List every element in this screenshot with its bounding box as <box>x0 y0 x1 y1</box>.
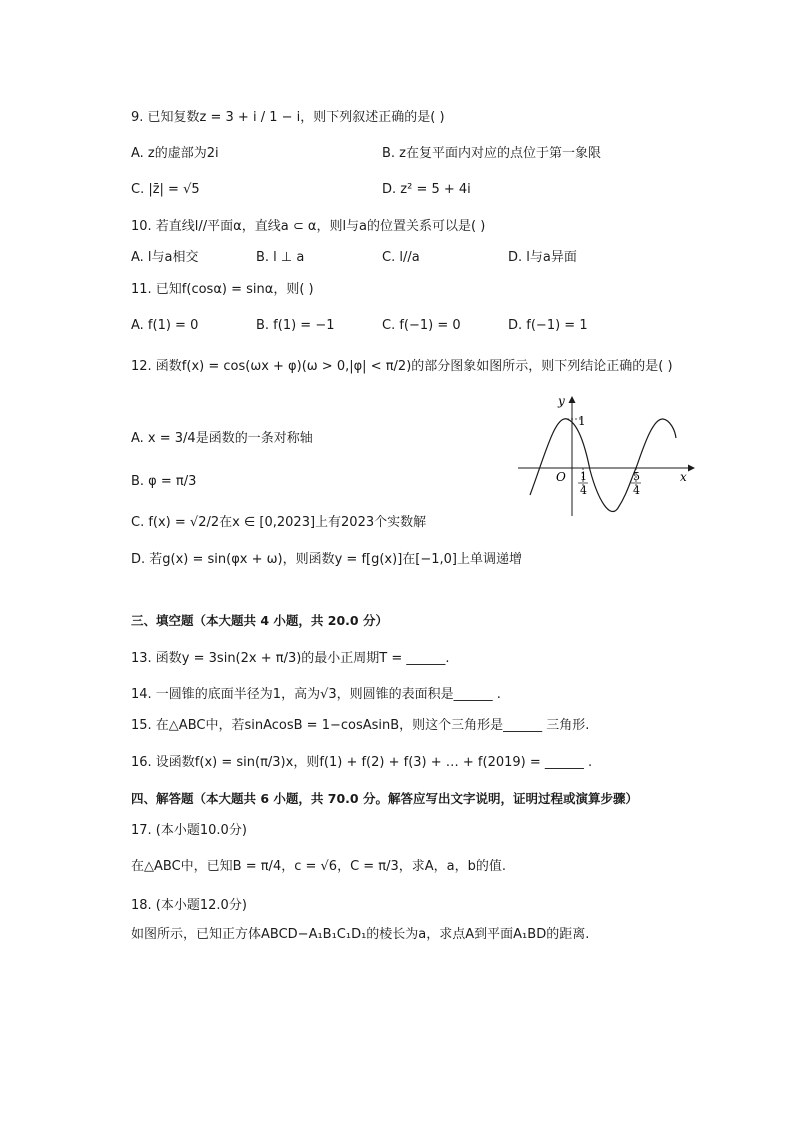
tick1-numerator: 1 <box>580 470 587 483</box>
y-axis-arrow <box>569 396 576 403</box>
question-12-option-d: D. 若g(x) = sin(φx + ω)，则函数y = f[g(x)]在[−1,0]上单调递增 <box>131 552 522 567</box>
question-17-body: 在△ABC中，已知B = π/4，c = √6，C = π/3，求A，a，b的值. <box>131 859 507 874</box>
section-4-title: 四、解答题（本大题共 6 小题，共 70.0 分。解答应写出文字说明，证明过程或演算步骤） <box>131 791 638 806</box>
question-10-option-a: A. l与a相交 <box>131 250 199 265</box>
tick2-numerator: 5 <box>633 470 640 483</box>
question-16: 16. 设函数f(x) = sin(π/3)x，则f(1) + f(2) + f(3) + … + f(2019) = ______ . <box>131 755 593 770</box>
question-10-stem: 10. 若直线l//平面α，直线a ⊂ α，则l与a的位置关系可以是( ) <box>131 219 486 234</box>
section-3-title: 三、填空题（本大题共 4 小题，共 20.0 分） <box>131 613 388 628</box>
tick1-denominator: 4 <box>580 484 587 497</box>
question-11-stem: 11. 已知f(cosα) = sinα，则( ) <box>131 282 314 297</box>
question-11-option-b: B. f(1) = −1 <box>256 318 335 333</box>
question-12-option-a: A. x = 3/4是函数的一条对称轴 <box>131 431 313 446</box>
question-12-option-b: B. φ = π/3 <box>131 474 197 489</box>
max-value-label: 1 <box>578 414 586 428</box>
question-10-option-b: B. l ⊥ a <box>256 250 305 265</box>
question-18-header: 18. (本小题12.0分) <box>131 898 247 913</box>
y-axis-label: y <box>558 394 565 408</box>
question-9-stem: 9. 已知复数z = 3 + i / 1 − i，则下列叙述正确的是( ) <box>131 110 445 125</box>
question-9-option-c: C. |z̄| = √5 <box>131 182 200 197</box>
question-9-option-d: D. z² = 5 + 4i <box>382 182 471 197</box>
question-11-option-d: D. f(−1) = 1 <box>508 318 588 333</box>
function-graph <box>510 390 696 520</box>
question-13: 13. 函数y = 3sin(2x + π/3)的最小正周期T = ______. <box>131 651 450 666</box>
tick2-denominator: 4 <box>633 484 640 497</box>
question-12-stem: 12. 函数f(x) = cos(ωx + φ)(ω > 0,|φ| < π/2)的部分图象如图所示，则下列结论正确的是( ) <box>131 359 673 374</box>
origin-label: O <box>556 470 566 484</box>
x-axis-label: x <box>680 470 687 484</box>
question-17-header: 17. (本小题10.0分) <box>131 823 247 838</box>
question-12-option-c: C. f(x) = √2/2在x ∈ [0,2023]上有2023个实数解 <box>131 515 427 530</box>
question-14: 14. 一圆锥的底面半径为1，高为√3，则圆锥的表面积是______ . <box>131 687 501 702</box>
question-9-option-b: B. z在复平面内对应的点位于第一象限 <box>382 146 602 161</box>
question-9-option-a: A. z的虚部为2i <box>131 146 219 161</box>
question-18-body: 如图所示，已知正方体ABCD−A₁B₁C₁D₁的棱长为a，求点A到平面A₁BD的距离. <box>131 927 590 942</box>
question-10-option-d: D. l与a异面 <box>508 250 577 265</box>
question-11-option-c: C. f(−1) = 0 <box>382 318 461 333</box>
question-11-option-a: A. f(1) = 0 <box>131 318 199 333</box>
question-10-option-c: C. l//a <box>382 250 420 265</box>
cosine-curve <box>530 419 676 512</box>
question-15: 15. 在△ABC中，若sinAcosB = 1−cosAsinB，则这个三角形是______ 三角形. <box>131 718 590 733</box>
x-axis-arrow <box>688 465 695 472</box>
